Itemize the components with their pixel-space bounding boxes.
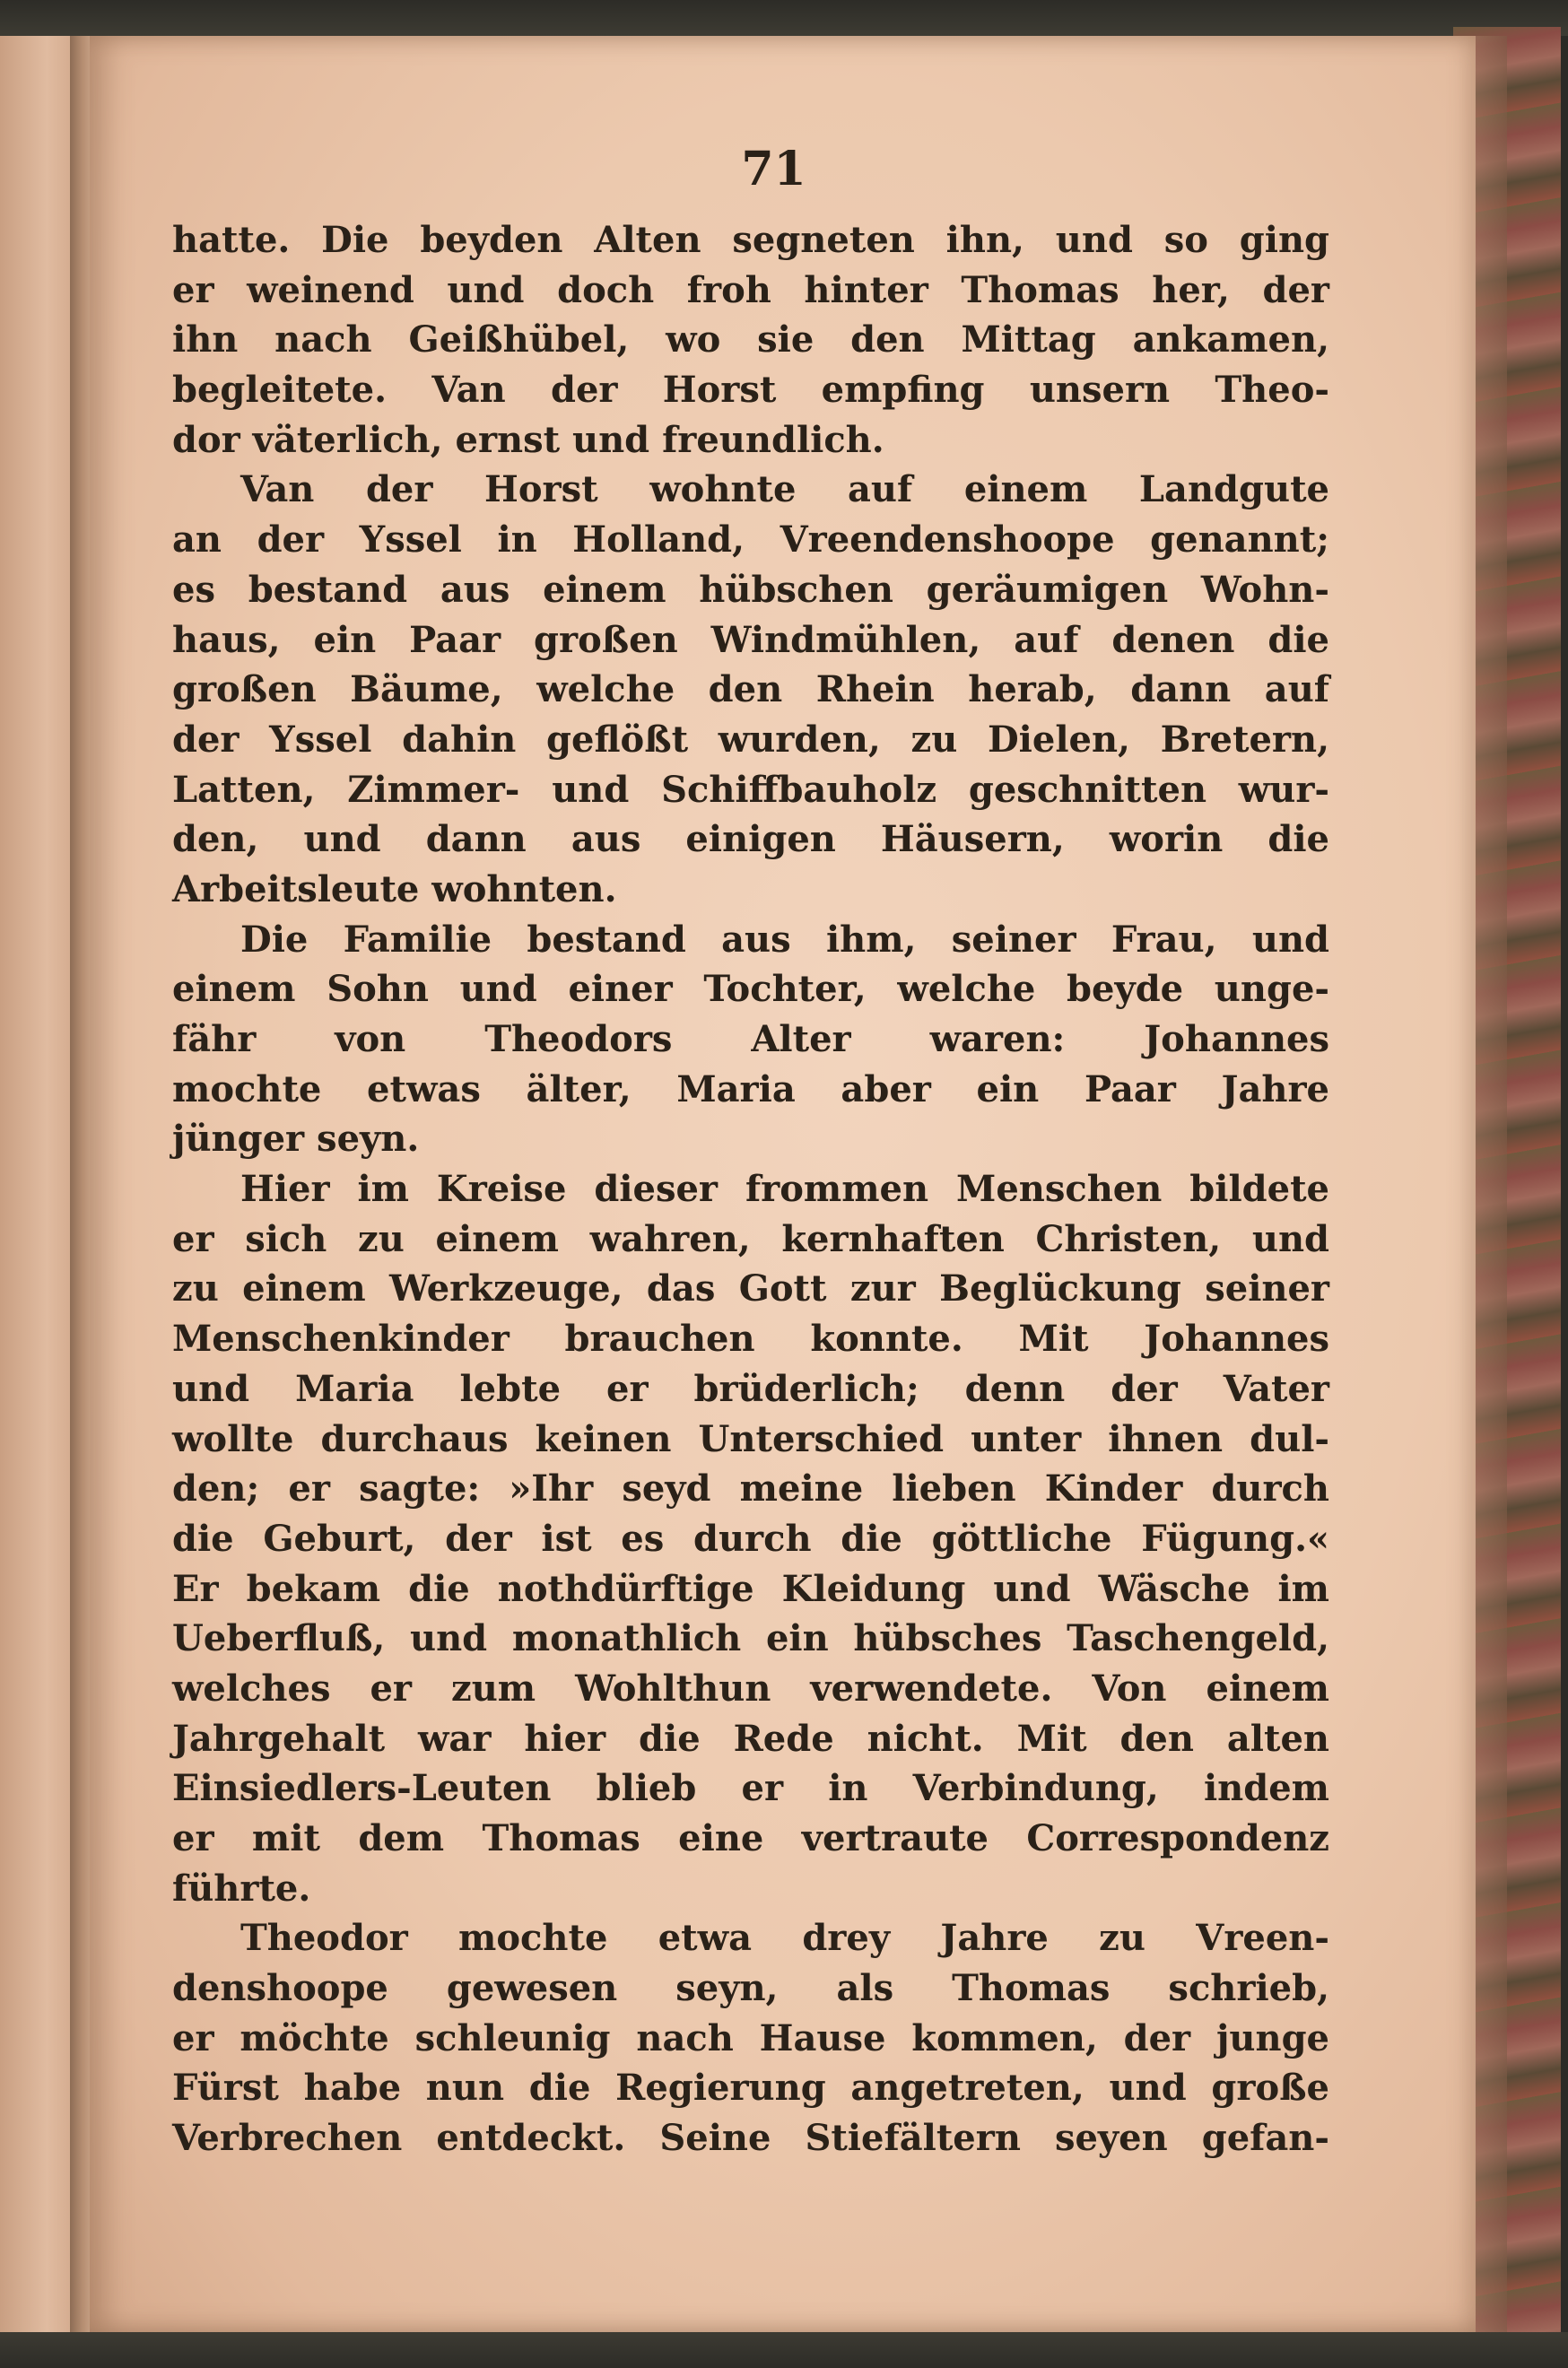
text-line: an der Yssel in Holland, Vreendenshoope genannt; [172, 518, 1329, 562]
text-line: führte. [172, 1867, 311, 1910]
text-line: Verbrechen entdeckt. Seine Stiefältern seyen gefan- [172, 2117, 1329, 2160]
text-line: haus, ein Paar großen Windmühlen, auf denen die [172, 618, 1329, 661]
text-line: er weinend und doch froh hinter Thomas her, der [172, 268, 1329, 311]
text-line: jünger seyn. [172, 1118, 420, 1161]
text-line: Ueberfluß, und monathlich ein hübsches Taschengeld, [172, 1617, 1329, 1660]
text-line: den, und dann aus einigen Häusern, worin die [172, 818, 1329, 861]
text-line: dor väterlich, ernst und freundlich. [172, 418, 884, 461]
text-line: hatte. Die beyden Alten segneten ihn, und so ging [172, 219, 1329, 261]
text-line: er mit dem Thomas eine vertraute Correspondenz [172, 1817, 1329, 1859]
text-line: Die Familie bestand aus ihm, seiner Frau, und [240, 918, 1329, 961]
text-line: Arbeitsleute wohnten. [172, 867, 617, 910]
text-line: einem Sohn und einer Tochter, welche beyde unge- [172, 968, 1329, 1011]
text-line: Menschenkinder brauchen konnte. Mit Johannes [172, 1318, 1329, 1361]
text-line: begleitete. Van der Horst empfing unsern Theo- [172, 369, 1329, 412]
text-line: Er bekam die nothdürftige Kleidung und Wäsche im [172, 1567, 1329, 1610]
text-line: Fürst habe nun die Regierung angetreten, und große [172, 2067, 1329, 2110]
text-line: mochte etwas älter, Maria aber ein Paar Jahre [172, 1067, 1329, 1110]
text-line: Jahrgehalt war hier die Rede nicht. Mit den alten [172, 1717, 1329, 1760]
text-line: und Maria lebte er brüderlich; denn der Vater [172, 1367, 1329, 1410]
text-line: Theodor mochte etwa drey Jahre zu Vreen- [240, 1917, 1329, 1960]
scan-background-top [0, 0, 1568, 36]
text-line: den; er sagte: »Ihr seyd meine lieben Kinder durch [172, 1467, 1329, 1510]
text-line: fähr von Theodors Alter waren: Johannes [172, 1018, 1329, 1060]
text-line: welches er zum Wohlthun verwendete. Von einem [172, 1667, 1329, 1710]
text-line: er möchte schleunig nach Hause kommen, der junge [172, 2016, 1329, 2059]
text-line: es bestand aus einem hübschen geräumigen Wohn- [172, 568, 1329, 611]
page-body-text [172, 215, 1329, 2163]
text-line: wollte durchaus keinen Unterschied unter ihnen dul- [172, 1417, 1329, 1460]
text-line: der Yssel dahin geflößt wurden, zu Dielen, Bretern, [172, 718, 1329, 761]
text-line: denshoope gewesen seyn, als Thomas schrieb, [172, 1967, 1329, 2010]
text-line: er sich zu einem wahren, kernhaften Christen, und [172, 1217, 1329, 1260]
text-line: die Geburt, der ist es durch die göttliche Fügung.« [172, 1517, 1329, 1560]
text-line: ihn nach Geißhübel, wo sie den Mittag ankamen, [172, 318, 1329, 361]
text-line: zu einem Werkzeuge, das Gott zur Beglückung seiner [172, 1267, 1329, 1310]
cover-inner-shadow [1471, 36, 1507, 2332]
page-number: 71 [741, 142, 806, 196]
text-line: Van der Horst wohnte auf einem Landgute [240, 468, 1329, 511]
scan-background-bottom [0, 2332, 1568, 2368]
text-line: Einsiedlers-Leuten blieb er in Verbindung, indem [172, 1767, 1329, 1810]
text-line: Hier im Kreise dieser frommen Menschen bildete [240, 1168, 1329, 1211]
text-line: großen Bäume, welche den Rhein herab, dann auf [172, 668, 1329, 711]
text-line: Latten, Zimmer- und Schiffbauholz geschnitten wur- [172, 768, 1329, 811]
